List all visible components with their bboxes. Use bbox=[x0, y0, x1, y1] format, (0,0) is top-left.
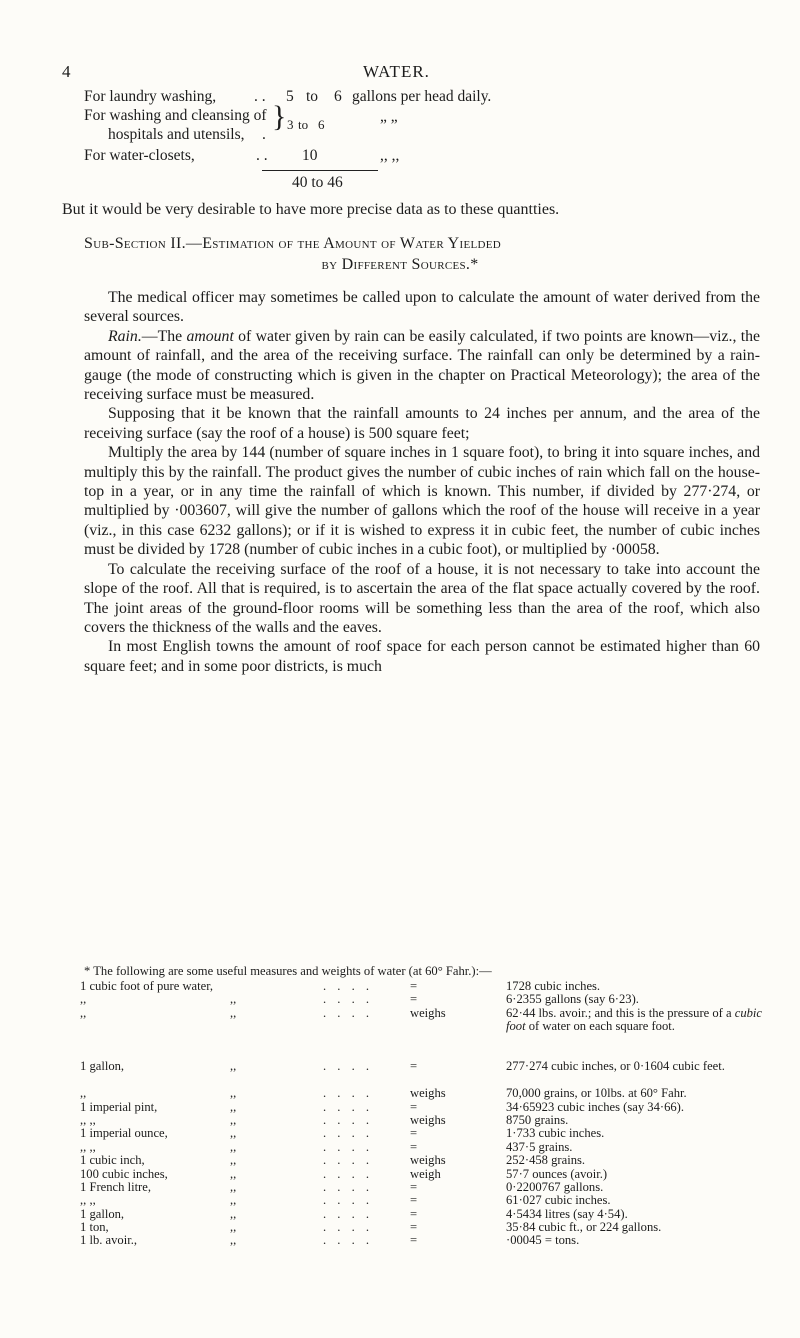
usage-unit: gallons per head daily. bbox=[352, 88, 492, 105]
leader-dots: . . . . bbox=[323, 1233, 374, 1248]
footnote-row bbox=[80, 1127, 780, 1140]
paragraph: Supposing that it be known that the rainfall amounts to 24 inches per annum, and the area of the receiving surface (say the roof of a house) is 500 square feet; bbox=[84, 405, 760, 442]
ditto-mark: ,, bbox=[230, 1059, 237, 1074]
leader-dots: . . . . bbox=[323, 1153, 374, 1168]
ditto-mark: ,, bbox=[230, 1005, 237, 1020]
measure-label: 1 lb. avoir., bbox=[80, 1233, 138, 1248]
leader-dots: . . . . bbox=[323, 1126, 374, 1141]
footnote-row bbox=[80, 1060, 780, 1087]
measure-verb: = bbox=[410, 979, 418, 993]
measure-value bbox=[506, 1007, 781, 1034]
leader-dots: . . . . bbox=[323, 1086, 374, 1101]
table-rule bbox=[262, 170, 378, 171]
footnote-row bbox=[80, 1208, 780, 1221]
measure-label: 1 cubic foot of pure water, bbox=[80, 979, 214, 993]
page-number: 4 bbox=[62, 62, 72, 81]
usage-to-word: to bbox=[306, 88, 319, 105]
leader-dots: . . . . bbox=[323, 1005, 374, 1020]
usage-label-line1: For washing and cleansing of bbox=[84, 107, 267, 124]
leader-dots: . . . . bbox=[323, 1139, 374, 1154]
measure-value: 34·65923 cubic inches (say 34·66). bbox=[506, 1099, 685, 1114]
measure-verb: = bbox=[410, 1179, 418, 1194]
measure-label: ,, ,, bbox=[80, 1139, 96, 1154]
measure-label: ,, bbox=[80, 1086, 87, 1101]
footnote-row bbox=[80, 1181, 780, 1194]
measure-label: ,, bbox=[80, 992, 87, 1007]
paragraph: In most English towns the amount of roof space for each person cannot be estimated higher than 60 square feet; and in some poor districts, is much bbox=[84, 638, 760, 675]
measure-verb: = bbox=[410, 1206, 418, 1221]
usage-to: 6 bbox=[318, 117, 325, 132]
measure-verb: = bbox=[410, 1220, 418, 1235]
measure-value: ·00045 = tons. bbox=[506, 1233, 580, 1248]
footnote-row bbox=[80, 1114, 780, 1127]
usage-unit: ,, ,, bbox=[380, 147, 400, 164]
measure-value: 0·2200767 gallons. bbox=[506, 1179, 604, 1194]
measure-value: 4·5434 litres (say 4·54). bbox=[506, 1206, 628, 1221]
usage-label: For water-closets, bbox=[84, 147, 195, 164]
footnote-row bbox=[80, 980, 780, 993]
usage-row-laundry bbox=[84, 88, 216, 106]
usage-total: 40 to 46 bbox=[292, 174, 343, 191]
leader-dots: . . . . bbox=[323, 1220, 374, 1235]
measure-value: 70,000 grains, or 10lbs. at 60° Fahr. bbox=[506, 1086, 687, 1101]
measure-value: 35·84 cubic ft., or 224 gallons. bbox=[506, 1220, 662, 1235]
usage-label-line2: hospitals and utensils, bbox=[108, 126, 245, 143]
paragraph: To calculate the receiving surface of the roof of a house, it is not necessary to take into account the slope of the roof. All that is required, is to ascertain the area of the flat space actually covered by the roof. The joint areas of the ground-floor rooms will be something less than the area of the roof, which also covers the thickness of the walls and the eaves. bbox=[84, 560, 760, 636]
ditto-mark: ,, bbox=[230, 1166, 237, 1181]
footnote-row bbox=[80, 1168, 780, 1181]
usage-label: For laundry washing, bbox=[84, 88, 217, 105]
ditto-mark: ,, bbox=[230, 1233, 237, 1248]
measure-verb: weighs bbox=[410, 1005, 446, 1020]
usage-dots: . . bbox=[254, 88, 266, 105]
footnote-row bbox=[80, 1087, 780, 1100]
ditto-mark: ,, bbox=[230, 1112, 237, 1127]
footnote-table bbox=[80, 980, 780, 1248]
measure-value: 437·5 grains. bbox=[506, 1139, 573, 1154]
measure-label: 1 French litre, bbox=[80, 1179, 151, 1194]
ditto-mark: ,, bbox=[230, 1086, 237, 1101]
paragraph: The medical officer may sometimes be called upon to calculate the amount of water derived from the several sources. bbox=[84, 289, 760, 326]
measure-verb: weighs bbox=[410, 1086, 446, 1101]
footnote bbox=[80, 965, 780, 1248]
measure-value: 8750 grains. bbox=[506, 1112, 569, 1127]
measure-verb: = bbox=[410, 1139, 418, 1154]
footnote-row bbox=[80, 1007, 780, 1061]
value-text: of water on each square foot. bbox=[525, 1019, 675, 1034]
usage-to: 6 bbox=[334, 88, 342, 105]
paragraph: Multiply the area by 144 (number of square inches in 1 square foot), to bring it into square inches, and multiply this by the rainfall. The product gives the number of cubic inches of rain which fall on the house-top in a year, or in any time the rainfall of which is known. This number, if divided by 277·274, or multiplied by ·003607, will give the number of gallons which the roof of the house will receive in a year (viz., in this case 6232 gallons); or if it is wished to express it in cubic feet, the number of cubic inches must be divided by 1728 (number of cubic inches in a cubic foot), or multiplied by ·00058. bbox=[84, 444, 760, 559]
leader-dots: . . . . bbox=[323, 1099, 374, 1114]
measure-verb: weigh bbox=[410, 1166, 441, 1181]
measure-value: 252·458 grains. bbox=[506, 1153, 586, 1168]
measure-label: 1 gallon, bbox=[80, 1206, 125, 1221]
footnote-row bbox=[80, 1234, 780, 1247]
measure-label: ,, ,, bbox=[80, 1193, 96, 1208]
usage-unit: ” ” bbox=[380, 117, 398, 134]
leader-dots: . . . . bbox=[323, 1059, 374, 1074]
usage-value: 10 bbox=[302, 147, 318, 164]
measure-label: 1 imperial pint, bbox=[80, 1099, 158, 1114]
measure-label: ,, ,, bbox=[80, 1112, 96, 1127]
footnote-row bbox=[80, 993, 780, 1006]
leader-dots: . . . . bbox=[323, 1166, 374, 1181]
paragraph-rain bbox=[84, 327, 760, 405]
leader-dots: . . . . bbox=[323, 1206, 374, 1221]
usage-from: 3 bbox=[287, 117, 294, 132]
measure-verb: = bbox=[410, 1233, 418, 1248]
running-title: WATER. bbox=[363, 62, 430, 81]
measure-value: 1728 cubic inches. bbox=[506, 979, 601, 993]
right-brace: } bbox=[272, 100, 287, 133]
ditto-mark: ,, bbox=[230, 1220, 237, 1235]
dash: —The bbox=[141, 327, 187, 345]
ditto-mark: ,, bbox=[230, 1206, 237, 1221]
footnote-row bbox=[80, 1141, 780, 1154]
leader-dots: . . . . bbox=[323, 1193, 374, 1208]
measure-label: ,, bbox=[80, 1005, 87, 1020]
measure-value: 57·7 ounces (avoir.) bbox=[506, 1166, 608, 1181]
leader-dots: . . . . bbox=[323, 979, 374, 993]
measure-verb: = bbox=[410, 992, 418, 1007]
usage-from: 5 bbox=[286, 88, 294, 105]
leader-dots: . . . . bbox=[323, 1112, 374, 1127]
footnote-row bbox=[80, 1194, 780, 1207]
measure-label: 1 imperial ounce, bbox=[80, 1126, 168, 1141]
ditto-mark: ,, bbox=[230, 1179, 237, 1194]
ditto-mark: ,, bbox=[230, 1099, 237, 1114]
footnote-row bbox=[80, 1221, 780, 1234]
intro-sentence: But it would be very desirable to have more precise data as to these quantties. bbox=[62, 201, 560, 218]
value-text: 62·44 lbs. avoir.; and this is the pressure of a bbox=[506, 1005, 735, 1020]
footnote-row bbox=[80, 1101, 780, 1114]
emphasis: amount bbox=[186, 327, 234, 345]
measure-label: 100 cubic inches, bbox=[80, 1166, 168, 1181]
measure-verb: = bbox=[410, 1193, 418, 1208]
ditto-mark: ,, bbox=[230, 992, 237, 1007]
paragraph-text: of water given by rain can be easily calculated, if two points are known—viz., the amount of rainfall, and the area of the receiving surface. The rainfall can only be determined by a rain-gauge (the mode of constructing which is given in the chapter on Practical Meteorology); the area of the receiving surface must be measured. bbox=[84, 327, 760, 404]
measure-verb: = bbox=[410, 1059, 418, 1074]
measure-verb: weighs bbox=[410, 1153, 446, 1168]
usage-dots: . bbox=[262, 126, 266, 143]
usage-to-word: to bbox=[298, 117, 309, 132]
measure-value: 6·2355 gallons (say 6·23). bbox=[506, 992, 639, 1007]
measure-value: 61·027 cubic inches. bbox=[506, 1193, 611, 1208]
usage-dots: . . bbox=[256, 147, 268, 164]
leader-dots: . . . . bbox=[323, 992, 374, 1007]
leader-dots: . . . . bbox=[323, 1179, 374, 1194]
measure-label: 1 gallon, bbox=[80, 1059, 125, 1074]
ditto-mark: ,, bbox=[230, 1139, 237, 1154]
emphasis: cubic foot bbox=[506, 1005, 763, 1034]
measure-value: 277·274 cubic inches, or 0·1604 cubic feet. bbox=[506, 1059, 725, 1074]
measure-label: 1 cubic inch, bbox=[80, 1153, 145, 1168]
section-heading-line2: by Different Sources.* bbox=[321, 256, 479, 273]
footnote-intro: * The following are some useful measures and weights of water (at 60° Fahr.):— bbox=[84, 964, 492, 978]
measure-label: 1 ton, bbox=[80, 1220, 109, 1235]
section-heading-line1: Sub-Section II.—Estimation of the Amount of Water Yielded bbox=[84, 235, 502, 252]
ditto-mark: ,, bbox=[230, 1193, 237, 1208]
ditto-mark: ,, bbox=[230, 1153, 237, 1168]
footnote-row bbox=[80, 1154, 780, 1167]
measure-verb: = bbox=[410, 1126, 418, 1141]
ditto-mark: ,, bbox=[230, 1126, 237, 1141]
measure-verb: weighs bbox=[410, 1112, 446, 1127]
rain-lead: Rain. bbox=[108, 327, 142, 345]
measure-verb: = bbox=[410, 1099, 418, 1114]
body-text bbox=[84, 288, 760, 676]
measure-value: 1·733 cubic inches. bbox=[506, 1126, 605, 1141]
